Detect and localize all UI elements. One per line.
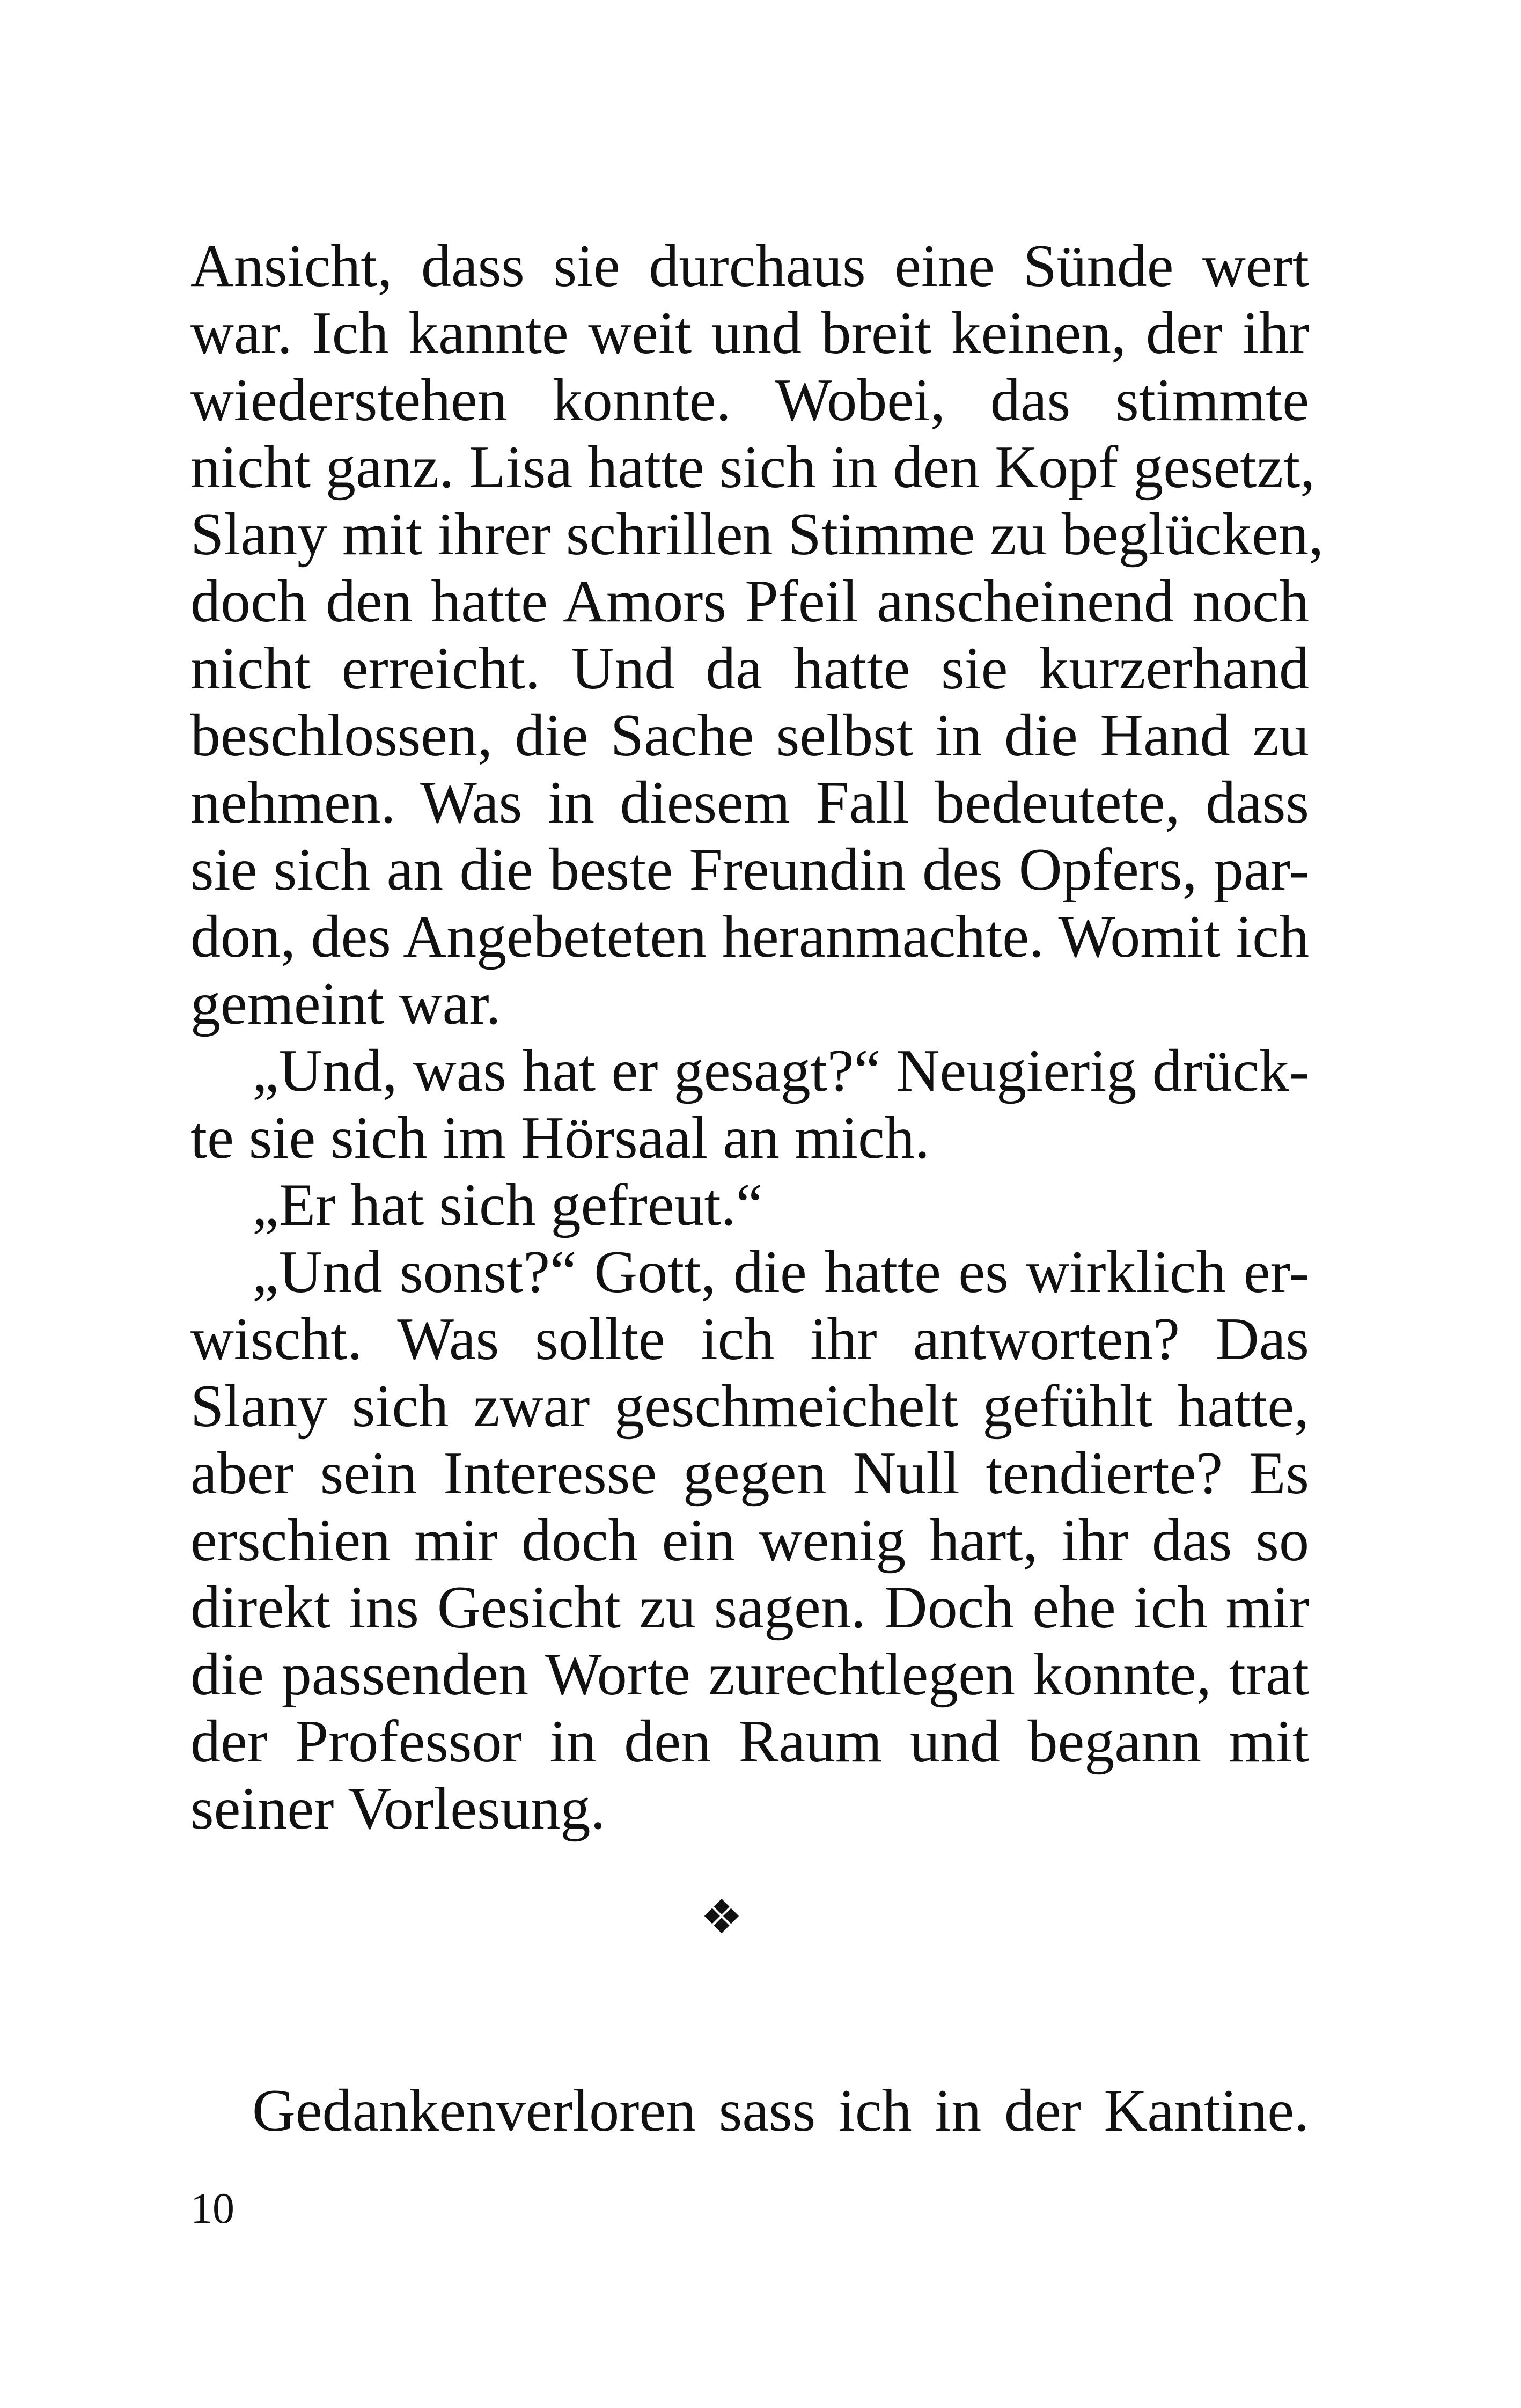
text-line: Ansicht, dass sie durchaus eine Sünde wert bbox=[190, 233, 1309, 299]
text-line: don, des Angebeteten heranmachte. Womit ich bbox=[190, 904, 1309, 970]
text-line: nicht ganz. Lisa hatte sich in den Kopf gesetzt, bbox=[190, 434, 1316, 501]
text-line: aber sein Interesse gegen Null tendierte? Es bbox=[190, 1440, 1309, 1507]
text-line: nehmen. Was in diesem Fall bedeutete, dass bbox=[190, 769, 1309, 836]
text-line: seiner Vorlesung. bbox=[190, 1775, 606, 1842]
text-line: direkt ins Gesicht zu sagen. Doch ehe ich mir bbox=[190, 1574, 1309, 1641]
text-line: „Er hat sich gefreut.“ bbox=[252, 1172, 763, 1238]
text-line: sie sich an die beste Freundin des Opfers, par- bbox=[190, 836, 1309, 903]
body-text-continued bbox=[190, 2077, 1309, 2145]
text-line: wischt. Was sollte ich ihr antworten? Das bbox=[190, 1306, 1309, 1372]
page-number: 10 bbox=[190, 2184, 234, 2233]
text-line: „Und, was hat er gesagt?“ Neugierig drück- bbox=[252, 1038, 1309, 1104]
text-line: Slany mit ihrer schrillen Stimme zu beglücken, bbox=[190, 501, 1324, 568]
section-break-ornament: ❖ bbox=[700, 1889, 743, 1944]
text-line: beschlossen, die Sache selbst in die Hand zu bbox=[190, 702, 1309, 769]
text-line: der Professor in den Raum und begann mit bbox=[190, 1708, 1309, 1775]
text-line: te sie sich im Hörsaal an mich. bbox=[190, 1105, 930, 1171]
text-line: die passenden Worte zurechtlegen konnte, trat bbox=[190, 1641, 1309, 1708]
text-line: „Und sonst?“ Gott, die hatte es wirklich er- bbox=[252, 1239, 1309, 1305]
text-line: doch den hatte Amors Pfeil anscheinend noch bbox=[190, 568, 1309, 635]
text-line: erschien mir doch ein wenig hart, ihr das so bbox=[190, 1507, 1309, 1574]
text-line: Gedankenverloren sass ich in der Kantine. bbox=[252, 2077, 1309, 2144]
text-line: war. Ich kannte weit und breit keinen, der ihr bbox=[190, 300, 1309, 366]
body-text bbox=[190, 233, 1324, 1842]
text-line: wiederstehen konnte. Wobei, das stimmte bbox=[190, 367, 1309, 434]
text-line: Slany sich zwar geschmeichelt gefühlt hatte, bbox=[190, 1373, 1309, 1440]
text-line: nicht erreicht. Und da hatte sie kurzerhand bbox=[190, 635, 1309, 702]
text-line: gemeint war. bbox=[190, 971, 501, 1037]
